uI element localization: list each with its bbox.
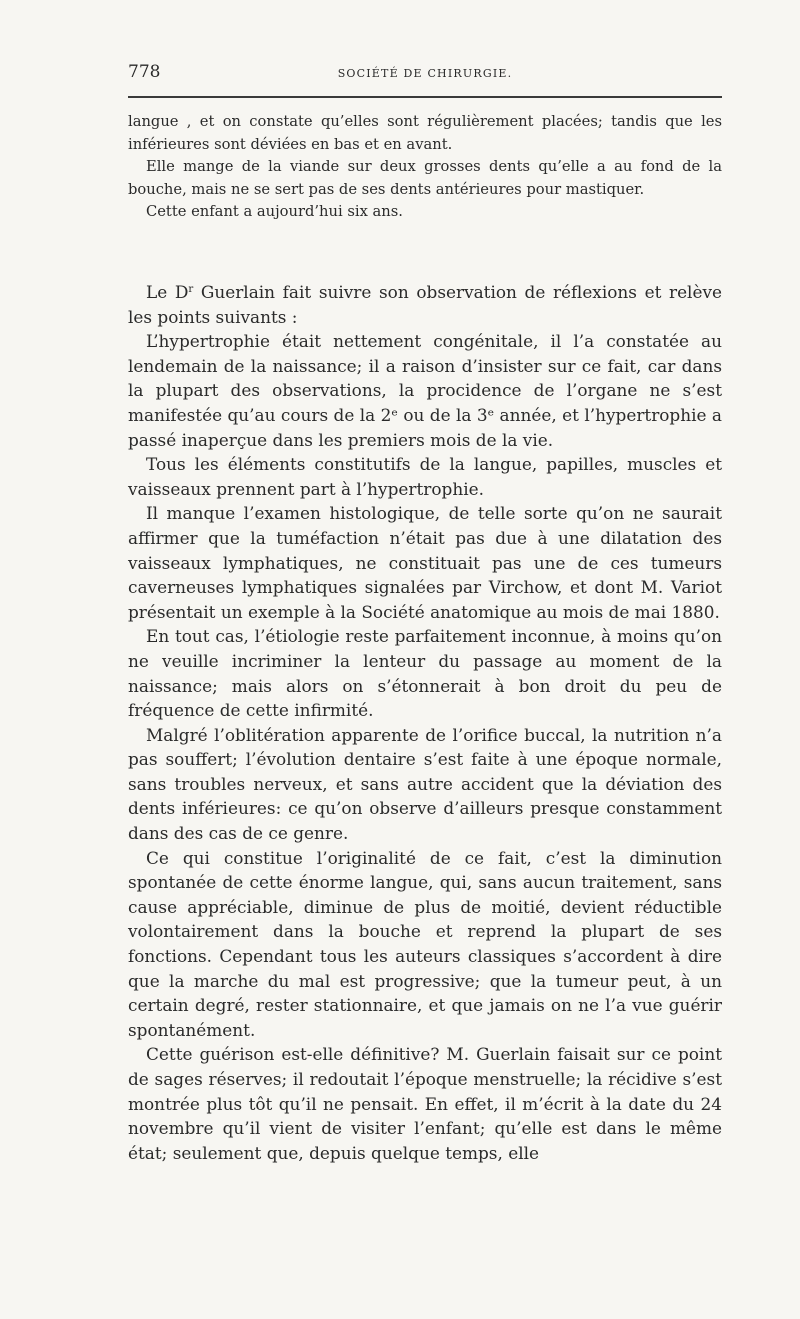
paragraph: Ce qui constitue l’originalité de ce fait, c’est la diminution spontanée de cette énorme langue, qui, sans aucun traitement, sans cause appréciable, diminue de plus de moitié, devient réductible volontairement dans la bouche et reprend la plupart de ses fonctions. Cependant tous les auteurs classiques s’accordent à dire que la marche du mal est progressive; que la tumeur peut, à un certain degré, rester stationnaire, et que jamais on ne l’a vue guérir spontanément. — [128, 847, 722, 1040]
paragraph: Elle mange de la viande sur deux grosses dents qu’elle a au fond de la bouche, mais ne se sert pas de ses dents antérieures pour mastiquer. — [128, 158, 722, 198]
paragraph: Malgré l’oblitération apparente de l’orifice buccal, la nutrition n’a pas souffert; l’évolution dentaire s’est faite à une époque normale, sans troubles nerveux, et sans autre accident que la déviation des dents inférieures: ce qu’on observe d’ailleurs presque constamment dans des cas de ce genre. — [128, 724, 722, 844]
paragraph: Cette enfant a aujourd’hui six ans. — [146, 203, 403, 221]
page-number: 778 — [128, 62, 161, 82]
paragraph: langue , et on constate qu’elles sont régulièrement placées; tandis que les inférieures sont déviées en bas et en avant. — [128, 113, 722, 153]
paragraph: Il manque l’examen histologique, de telle sorte qu’on ne saurait affirmer que la tuméfaction n’était pas due à une dilatation des vaisseaux lymphatiques, ne constituait pas une de ces tumeurs caverneuses lymphatiques signalées par Virchow, et dont M. Variot présentait un exemple à la Société anatomique au mois de mai 1880. — [128, 503, 722, 622]
running-title: SOCIÉTÉ DE CHIRURGIE. — [337, 67, 513, 80]
paragraph: En tout cas, l’étiologie reste parfaitement inconnue, à moins qu’on ne veuille incriminer la lenteur du passage au moment de la naissance; mais alors on s’étonnerait à bon droit du peu de fréquence de cette infirmité. — [128, 626, 722, 721]
intro-text-end: Guerlain fait suivre son observation de réflexions et relève les points suivants : — [128, 282, 722, 327]
paragraph: L’hypertrophie était nettement congénitale, il l’a constatée au lendemain de la naissance; il a raison d’insister sur ce fait, car dans la plupart des observations, la procidence de l’organe ne s’est manifestée qu’au cours de la 2ᵉ ou de la 3ᵉ année, et l’hypertrophie a passé inaperçue dans les premiers mois de la vie. — [128, 331, 722, 450]
intro-paragraph — [128, 280, 722, 329]
paragraph: Tous les éléments constitutifs de la langue, papilles, muscles et vaisseaux prennent part à l’hypertrophie. — [128, 454, 722, 499]
commentary — [128, 280, 722, 1165]
paragraph: Cette guérison est-elle définitive? M. Guerlain faisait sur ce point de sages réserves; il redoutait l’époque menstruelle; la récidive s’est montrée plus tôt qu’il ne pensait. En effet, il m’écrit à la date du 24 novembre qu’il vient de visiter l’enfant; qu’elle est dans le même état; seulement que, depuis quelque temps, elle — [128, 1044, 722, 1163]
header-rule — [128, 96, 722, 98]
observation-continuation — [128, 111, 722, 224]
intro-text-start: Le D — [146, 282, 189, 302]
doctor-abbrev-sup: r — [188, 283, 194, 295]
page-header — [128, 60, 722, 96]
